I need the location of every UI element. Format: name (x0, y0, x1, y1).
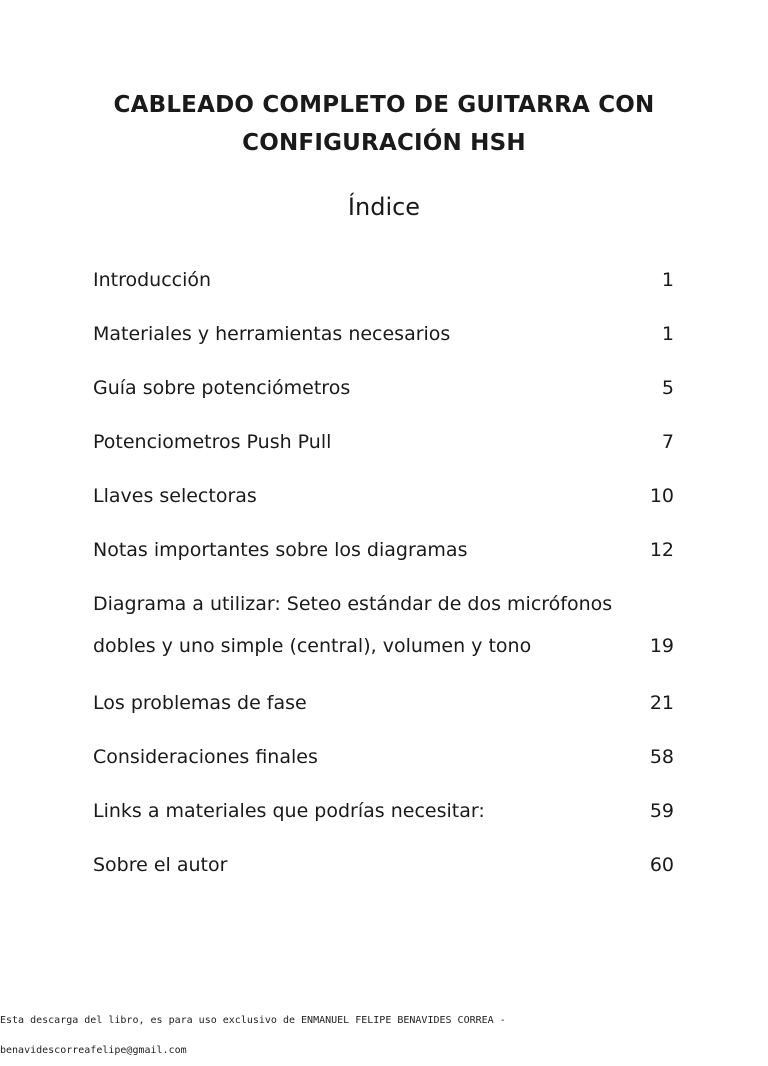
toc-entry-label: Introducción (93, 269, 212, 291)
toc-entry[interactable] (93, 370, 674, 406)
toc-entry[interactable] (93, 316, 674, 352)
toc-entry-label: Notas importantes sobre los diagramas (93, 539, 468, 561)
toc-entry-page: 19 (649, 635, 674, 657)
toc-entry[interactable] (93, 685, 674, 721)
toc-entry-page: 10 (649, 485, 674, 507)
download-notice (0, 996, 768, 1066)
toc-entry-page: 59 (649, 800, 674, 822)
toc-entry-label: Sobre el autor (93, 854, 228, 876)
toc-entry-page: 58 (649, 746, 674, 768)
document-title-line-2: CONFIGURACIÓN HSH (242, 130, 526, 156)
toc-entry-label: Links a materiales que podrías necesitar: (93, 800, 485, 822)
toc-entry-label: Consideraciones finales (93, 746, 318, 768)
toc-entry-page: 5 (661, 377, 674, 399)
toc-entry-page: 21 (649, 692, 674, 714)
table-of-contents (93, 262, 674, 901)
toc-entry[interactable] (93, 424, 674, 460)
toc-entry-page: 1 (661, 269, 674, 291)
index-heading: Índice (347, 193, 421, 221)
document-title (0, 86, 768, 162)
toc-entry[interactable] (93, 793, 674, 829)
toc-entry-page: 7 (661, 431, 674, 453)
toc-entry[interactable] (93, 532, 674, 568)
toc-entry-page: 60 (649, 854, 674, 876)
download-notice-line-2: benavidescorreafelipe@gmail.com (0, 1045, 187, 1056)
toc-entry[interactable] (93, 478, 674, 514)
toc-entry[interactable] (93, 739, 674, 775)
toc-entry-page: 12 (649, 539, 674, 561)
toc-entry-label: Llaves selectoras (93, 485, 257, 507)
document-title-line-1: CABLEADO COMPLETO DE GUITARRA CON (113, 92, 655, 118)
toc-entry[interactable] (93, 262, 674, 298)
toc-entry[interactable] (93, 583, 674, 667)
toc-entry-label: Diagrama a utilizar: Seteo estándar de dos micrófonos dobles y uno simple (central), volumen y tono (93, 593, 613, 657)
toc-entry-label: Materiales y herramientas necesarios (93, 323, 451, 345)
toc-entry[interactable] (93, 847, 674, 883)
toc-entry-label: Potenciometros Push Pull (93, 431, 332, 453)
toc-entry-label: Los problemas de fase (93, 692, 307, 714)
download-notice-line-1: Esta descarga del libro, es para uso exclusivo de ENMANUEL FELIPE BENAVIDES CORREA - (0, 1015, 506, 1026)
toc-entry-page: 1 (661, 323, 674, 345)
toc-entry-label: Guía sobre potenciómetros (93, 377, 351, 399)
